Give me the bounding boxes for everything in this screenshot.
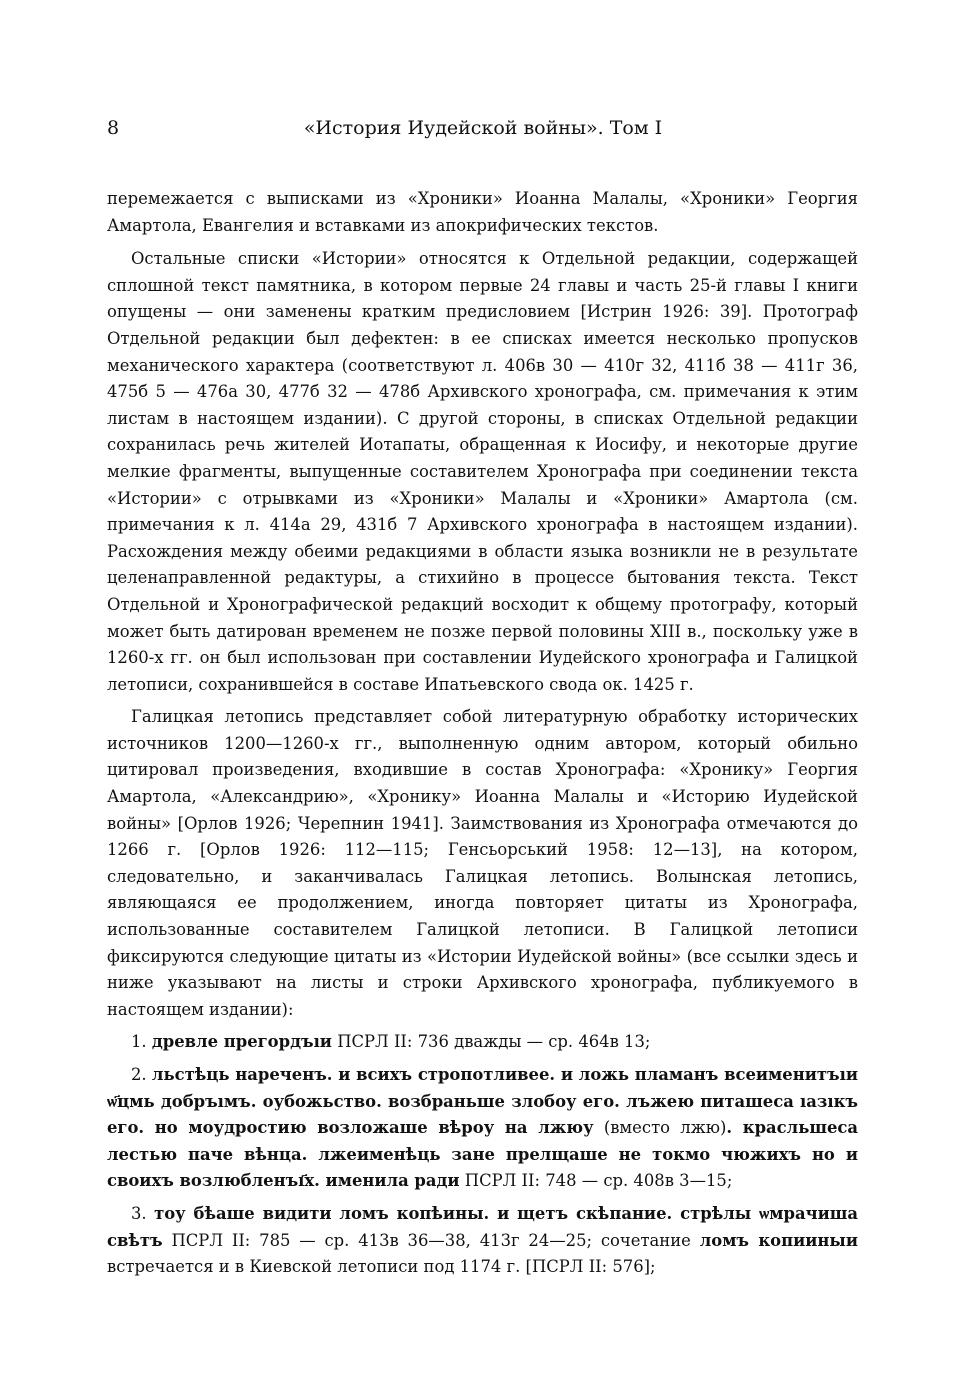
old-russian-phrase: ломъ копииныи (699, 1230, 858, 1250)
citation-number: 1. (131, 1032, 147, 1052)
citation-reference: ПСРЛ II: 785 — ср. 413в 36—38, 413г 24—25; сочетание (171, 1230, 691, 1250)
citation-3 (107, 1201, 858, 1281)
citation-number: 3. (131, 1203, 147, 1223)
citation-number: 2. (131, 1065, 147, 1084)
old-russian-quote-continued: . красльшеса лестью паче вѣнца. лжеименѣць зане прелщаше не токмо чюжихъ но и своихъ возлюбленъı҃х. именила ради (107, 1118, 858, 1191)
citation-note: (вместо лжю) (603, 1118, 727, 1138)
old-russian-quote: древле прегордъıи (151, 1032, 332, 1052)
running-title: «История Иудейской войны». Том I (303, 117, 663, 139)
citation-reference: ПСРЛ II: 736 дважды — ср. 464в 13; (337, 1032, 651, 1052)
citation-reference: ПСРЛ II: 748 — ср. 408в 3—15; (464, 1171, 733, 1191)
old-russian-quote: льстѣць нареченъ. и всихъ стропотливее. и ложь пламанъ всеименитъıи ѡ҃цмь добръıмъ. оубожьство. возбраньше злобоу его. лъжею питашеса ıазıкъ его. но моудростию возложаше вѣроу на лжюу (107, 1065, 858, 1138)
paragraph-continuation: перемежается с выписками из «Хроники» Иоанна Малалы, «Хроники» Георгия Амартола, Евангелия и вставками из апокрифических текстов. (107, 189, 858, 235)
citation-1 (107, 1029, 858, 1056)
old-russian-quote: тоу бѣаше видити ломъ копѣины. и щетъ скѣпание. стрѣлы ѡмрачиша свѣтъ (107, 1203, 858, 1250)
running-header (107, 117, 859, 147)
citation-reference-2: встречается и в Киевской летописи под 1174 г. [ПСРЛ II: 576]; (107, 1257, 656, 1277)
citation-2 (107, 1062, 858, 1195)
paragraph-galician-chronicle: Галицкая летопись представляет собой литературную обработку исторических источников 1200—1260-х гг., выполненную одним автором, который обильно цитировал произведения, входившие в состав Хронографа: «Хронику» Георгия Амартола, «Александрию», «Хронику» Иоанна Малалы и «Историю Иудейской войны» [Орлов 1926; Черепнин 1941]. Заимствования из Хронографа отмечаются до 1266 г. [Орлов 1926: 112—115; Генсьорський 1958: 12—13], на котором, следовательно, и заканчивалась Галицкая летопись. Волынская летопись, являющаяся ее продолжением, иногда повторяет цитаты из Хронографа, использованные составителем Галицкой летописи. В Галицкой летописи фиксируются следующие цитаты из «Истории Иудейской войны» (все ссылки здесь и ниже указывают на листы и строки Архивского хронографа, публикуемого в настоящем издании): (107, 707, 858, 1019)
page-body (107, 186, 858, 1287)
paragraph-separate-redaction: Остальные списки «Истории» относятся к Отдельной редакции, содержащей сплошной текст памятника, в котором первые 24 главы и часть 25-й главы I книги опущены — они заменены кратким предисловием [Истрин 1926: 39]. Протограф Отдельной редакции был дефектен: в ее списках имеется несколько пропусков механического характера (соответствуют л. 406в 30 — 410г 32, 411б 38 — 411г 36, 475б 5 — 476а 30, 477б 32 — 478б Архивского хронографа, см. примечания к этим листам в настоящем издании). С другой стороны, в списках Отдельной редакции сохранилась речь жителей Иотапаты, обращенная к Иосифу, и некоторые другие мелкие фрагменты, выпущенные составителем Хронографа при соединении текста «Истории» с отрывками из «Хроники» Малалы и «Хроники» Амартола (см. примечания к л. 414а 29, 431б 7 Архивского хронографа в настоящем издании). Расхождения между обеими редакциями в области языка возникли не в результате целенаправленной редактуры, а стихийно в процессе бытования текста. Текст Отдельной и Хронографической редакций восходит к общему протографу, который может быть датирован временем не позже первой половины XIII в., поскольку уже в 1260-х гг. он был использован при составлении Иудейского хронографа и Галицкой летописи, сохранившейся в составе Ипатьевского свода ок. 1425 г. (107, 249, 858, 694)
page-number: 8 (107, 117, 120, 139)
